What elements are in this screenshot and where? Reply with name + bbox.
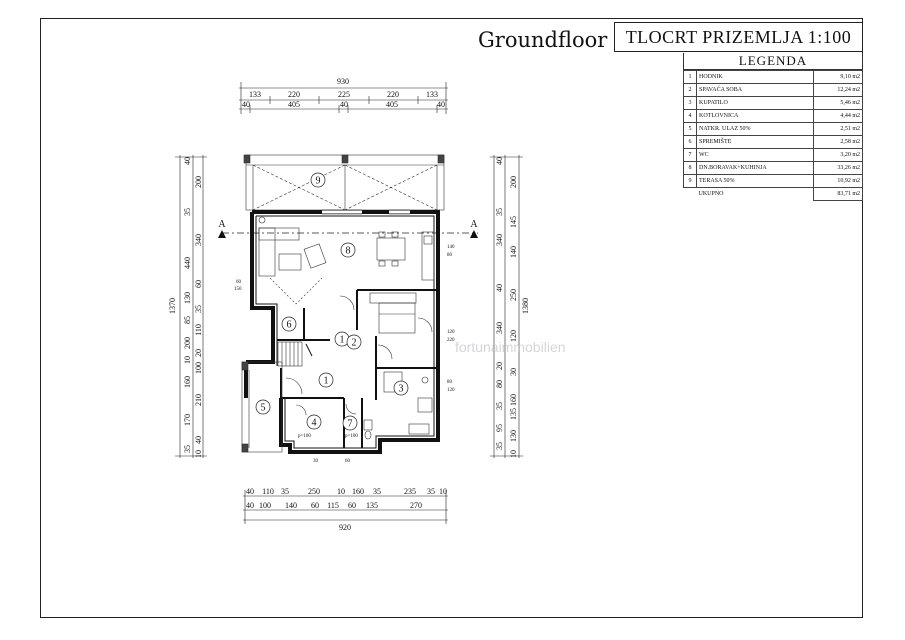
right-dim-segment: 10 (509, 450, 518, 458)
bottom-dim-segment: 135 (366, 501, 378, 510)
left-dim-segment: 200 (194, 176, 203, 188)
left-dim-segment: 40 (194, 436, 203, 444)
sofa (259, 217, 326, 304)
bottom-dim-segment: 115 (327, 501, 339, 510)
bottom-dim-segment: 110 (262, 487, 274, 496)
left-dim-segment: 340 (194, 234, 203, 246)
legend-cell-num: 3 (684, 97, 697, 110)
small-label-220: 220 (447, 338, 455, 343)
top-dim-segment: 40 (340, 100, 348, 109)
bottom-dim-segment: 235 (404, 487, 416, 496)
top-dim-segment: 405 (288, 100, 300, 109)
legend-cell-num: 5 (684, 123, 697, 136)
right-dim-segment: 35 (495, 208, 504, 216)
bottom-dim-row1 (246, 487, 447, 496)
small-label-p100-b: p=100 (345, 434, 358, 439)
legend-cell-area: 4,44 m2 (814, 110, 863, 123)
right-dim-segment: 145 (509, 216, 518, 228)
small-label-60-b: 60 (345, 459, 350, 464)
left-dim-segment: 130 (183, 292, 192, 304)
right-dim-segment: 200 (509, 176, 518, 188)
legend-cell-num: 2 (684, 84, 697, 97)
wc-fixtures (364, 420, 372, 439)
terrace-outline (244, 155, 444, 210)
legend-cell-name: SPREMIŠTE (697, 136, 814, 149)
small-label-60: 60 (236, 280, 241, 285)
section-label-right: A (470, 219, 478, 230)
top-dim-segment: 225 (338, 90, 350, 99)
legend-cell-name: WC (697, 149, 814, 162)
legend-cell-name: HODNIK (697, 71, 814, 84)
right-dim-segment: 340 (495, 322, 504, 334)
left-dim-segment: 100 (194, 362, 203, 374)
right-dim-segment: 40 (495, 284, 504, 292)
groundfloor-title: Groundfloor (478, 28, 608, 52)
legend-cell-name: SPAVAĆA SOBA (697, 84, 814, 97)
small-label-p100-a: p=100 (298, 434, 311, 439)
bottom-dim-segment: 100 (259, 501, 271, 510)
left-dim-segment: 210 (194, 394, 203, 406)
small-label-80: 80 (447, 253, 452, 258)
room-number: 5 (260, 402, 266, 414)
top-dim-segment: 40 (242, 100, 250, 109)
right-dim-segment: 130 (509, 430, 518, 442)
legend-cell-name: TERASA 50% (697, 175, 814, 188)
legend-cell-num: 7 (684, 149, 697, 162)
small-label-120-b: 120 (447, 388, 455, 393)
left-dim-segment: 35 (183, 445, 192, 453)
legend-cell-area: 9,10 m2 (814, 71, 863, 84)
bottom-dim-segment: 270 (410, 501, 422, 510)
top-dim-segment: 405 (386, 100, 398, 109)
left-dim-segment: 110 (194, 324, 203, 336)
top-dim-segment: 220 (288, 90, 300, 99)
right-dim-segment: 40 (495, 157, 504, 165)
legend-cell-num: 8 (684, 162, 697, 175)
top-dim-row3 (242, 100, 445, 109)
bottom-dim-segment: 35 (373, 487, 381, 496)
bottom-dim-segment: 60 (348, 501, 356, 510)
legend-cell-num: 9 (684, 175, 697, 188)
right-dim-segment: 120 (509, 330, 518, 342)
section-label-left: A (218, 219, 226, 230)
left-dim-segment: 60 (194, 280, 203, 288)
left-dim-segment: 20 (194, 349, 203, 357)
stairs (278, 342, 312, 366)
room-number: 8 (345, 245, 351, 257)
bottom-dim-segment: 60 (311, 501, 319, 510)
top-dim-row2 (249, 90, 438, 99)
right-dim-segment: 140 (509, 246, 518, 258)
bottom-dim-segment: 160 (352, 487, 364, 496)
left-dim-segment: 170 (183, 414, 192, 426)
dining-table (377, 232, 434, 280)
bottom-overall-dim: 920 (339, 523, 351, 532)
legend-cell-name: NATKR. ULAZ 50% (697, 123, 814, 136)
legend-cell-num: 1 (684, 71, 697, 84)
legend-cell-area: 33,26 m2 (814, 162, 863, 175)
left-overall-dim: 1370 (168, 298, 177, 314)
top-dim-segment: 220 (387, 90, 399, 99)
right-dim-segment: 340 (495, 234, 504, 246)
legend-total-value: 83,71 m2 (814, 188, 863, 201)
right-dim-segment: 250 (509, 289, 518, 301)
right-overall-dim: 1380 (521, 298, 530, 314)
small-label-150: 150 (234, 287, 242, 292)
right-dim-segment: 135 (509, 408, 518, 420)
room-number: 2 (351, 337, 357, 349)
plan-title-box: TLOCRT PRIZEMLJA 1:100 (614, 22, 863, 52)
bottom-dim-row2 (246, 501, 422, 510)
small-label-120: 120 (447, 330, 455, 335)
right-dim-segment: 20 (495, 362, 504, 370)
legend-cell-name: DN.BORAVAK+KUHINJA (697, 162, 814, 175)
right-dimensions (490, 155, 523, 458)
bed (370, 293, 416, 333)
room-number: 1 (339, 334, 345, 346)
small-label-30: 30 (313, 459, 318, 464)
left-dim-segment: 160 (183, 376, 192, 388)
right-dim-segment: 35 (495, 442, 504, 450)
legend-cell-num: 6 (684, 136, 697, 149)
bathroom-fixtures (384, 372, 432, 434)
right-dim-segment: 95 (495, 424, 504, 432)
legend-cell-area: 5,46 m2 (814, 97, 863, 110)
room-number: 7 (347, 418, 353, 430)
bottom-dim-segment: 250 (308, 487, 320, 496)
top-dim-segment: 133 (426, 90, 438, 99)
legend-heading: LEGENDA (683, 53, 863, 70)
legend-cell-num: 4 (684, 110, 697, 123)
legend-cell-area: 3,20 m2 (814, 149, 863, 162)
legend-total-label: UKUPNO (697, 188, 814, 201)
left-dim-segment: 40 (183, 157, 192, 165)
room-number: 4 (311, 417, 317, 429)
left-dim-segment: 10 (183, 356, 192, 364)
top-overall-dim: 930 (337, 77, 349, 86)
small-label-140: 140 (447, 245, 455, 250)
right-dim-segment: 160 (509, 394, 518, 406)
small-label-80-b: 80 (447, 380, 452, 385)
bottom-dim-segment: 10 (337, 487, 345, 496)
top-dim-segment: 133 (249, 90, 261, 99)
right-dim-segment: 35 (495, 402, 504, 410)
left-dim-segment: 85 (183, 316, 192, 324)
bottom-dim-segment: 10 (439, 487, 447, 496)
room-number: 6 (286, 319, 292, 331)
legend-cell-area: 12,24 m2 (814, 84, 863, 97)
bottom-dim-segment: 35 (427, 487, 435, 496)
right-dim-segment: 80 (495, 380, 504, 388)
legend-cell-area: 10,92 m2 (814, 175, 863, 188)
section-arrow-right-icon (470, 230, 478, 238)
bottom-dim-segment: 40 (246, 487, 254, 496)
bottom-dim-segment: 35 (281, 487, 289, 496)
left-dim-segment: 200 (183, 337, 192, 349)
top-dim-segment: 40 (437, 100, 445, 109)
room-number: 1 (323, 375, 329, 387)
left-dim-segment: 35 (183, 208, 192, 216)
legend-cell-area: 2,58 m2 (814, 136, 863, 149)
right-dim-segment: 30 (509, 368, 518, 376)
left-dim-segment: 10 (194, 450, 203, 458)
left-dim-segment: 440 (183, 257, 192, 269)
legend-cell-name: KUPATILO (697, 97, 814, 110)
section-arrow-left-icon (218, 230, 226, 238)
room-number: 9 (315, 175, 321, 187)
bottom-dim-segment: 140 (285, 501, 297, 510)
legend-cell-area: 2,51 m2 (814, 123, 863, 136)
right-dim-ticks (495, 157, 518, 458)
legend-cell-name: KOTLOVNICA (697, 110, 814, 123)
room-number: 3 (398, 383, 404, 395)
left-dim-segment: 35 (194, 305, 203, 313)
bottom-dim-segment: 40 (246, 501, 254, 510)
watermark: fortunaimmobilien (455, 339, 566, 355)
